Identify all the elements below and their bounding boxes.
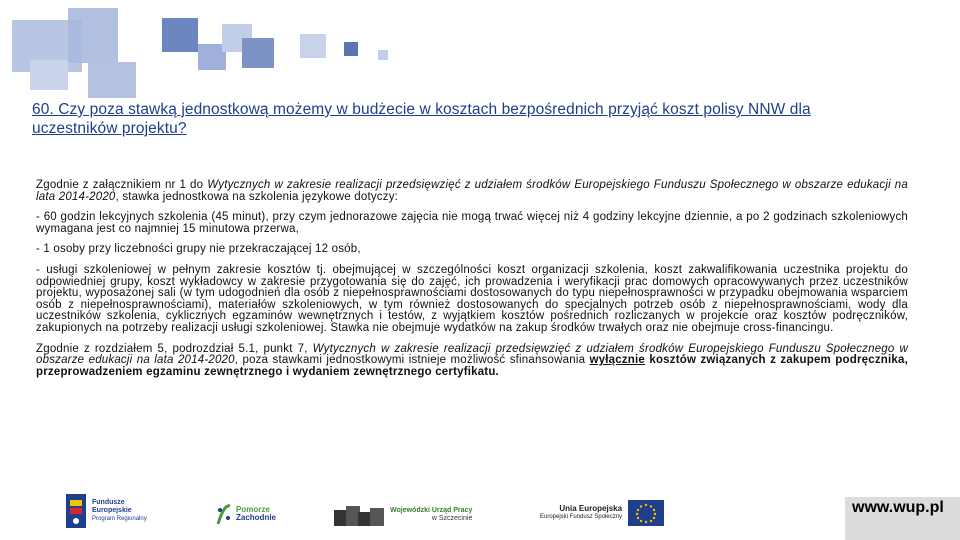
pz-line1: Pomorze xyxy=(236,505,270,514)
p5-text-b: , poza stawkami jednostkowymi istnieje możliwość sfinansowania xyxy=(234,354,590,367)
wup-blocks-icon xyxy=(334,502,384,528)
paragraph-5 xyxy=(36,344,908,379)
ue-line1: Unia Europejska xyxy=(559,504,623,513)
deco-square-3 xyxy=(30,60,68,90)
logo-pomorze-zachodnie xyxy=(214,500,276,528)
page-title: 60. Czy poza stawką jednostkową możemy w budżecie w kosztach bezpośrednich przyjąć koszt polisy NNW dla uczestników projektu? xyxy=(32,101,811,137)
p5-underline: wyłącznie xyxy=(589,354,646,367)
deco-square-11 xyxy=(378,50,388,60)
paragraph-1 xyxy=(36,180,908,203)
paragraph-4: - usługi szkoleniowej w pełnym zakresie kosztów tj. obejmującej w szczególności koszt organizacji szkolenia, koszt zakwalifikowania uczestnika projektu do odpowiedniej grupy, koszt wykładowcy w zakresie przygotowania się do zajęć, ich prowadzenia i weryfikacji prac domowych opracowywanych przez uczestników projektu, wyposażonej sali (w tym udogodnień dla osób z niepełnosprawnościami dostosowanych do typu niepełnosprawności w przypadku obejmowania wsparciem osób z niepełnosprawnościami), materiałów szkoleniowych, w tym również dostosowanych do specjalnych potrzeb osób z niepełnosprawnościami, wody dla uczestników szkolenia, cyklicznych egzaminów wewnętrznych i testów, z wyjątkiem kosztów pośrednich rozliczanych w projekcie oraz kosztów podręczników, zakupionych na potrzeby realizacji usługi szkoleniowej. Stawka nie obejmuje wydatków na zakup środków trwałych oraz nie obejmuje cross-financingu. xyxy=(36,263,908,334)
pz-line2: Zachodnie xyxy=(236,513,277,522)
fe-line3: Program Regionalny xyxy=(92,516,147,522)
paragraph-2: - 60 godzin lekcyjnych szkolenia (45 minut), przy czym jednorazowe zajęcia nie mogą trwać więcej niż 4 godziny lekcyjne dziennie, a po 2 godzinach szkoleniowych wymagana jest co najmniej 15 minutowa przerwa, xyxy=(36,211,908,235)
ue-line2: Europejski Fundusz Społeczny xyxy=(540,514,623,520)
deco-square-10 xyxy=(344,42,358,56)
website-link[interactable]: www.wup.pl xyxy=(845,497,960,540)
deco-square-2 xyxy=(68,8,118,63)
deco-square-8 xyxy=(242,38,274,68)
deco-square-4 xyxy=(88,62,136,98)
fe-line2: Europejskie xyxy=(92,507,132,514)
pz-wave-icon xyxy=(214,500,234,528)
p5-bold: kosztów związanych z zakupem podręcznika, przeprowadzeniem egzaminu zewnętrznego i wydaniem zewnętrznego certyfikatu. xyxy=(36,354,909,378)
content-body xyxy=(36,180,908,387)
fe-line1: Fundusze xyxy=(92,499,125,506)
p1-text-b: , stawka jednostkowa na szkolenia językowe dotyczy: xyxy=(115,190,399,203)
deco-square-9 xyxy=(300,34,326,58)
logo-wup xyxy=(334,502,472,528)
p5-text-a: Zgodnie z rozdziałem 5, podrozdział 5.1, punkt 7, xyxy=(36,342,313,355)
logo-unia-europejska xyxy=(540,500,664,526)
fe-star-icon xyxy=(66,494,86,528)
wup-line1: Wojewódzki Urząd Pracy xyxy=(390,507,473,514)
p1-text-a: Zgodnie z załącznikiem nr 1 do xyxy=(36,179,208,191)
logo-fundusze-europejskie xyxy=(66,494,147,528)
wup-line2: w Szczecinie xyxy=(431,515,473,522)
logo-bar xyxy=(0,490,960,540)
paragraph-3: - 1 osoby przy liczebności grupy nie przekraczającej 12 osób, xyxy=(36,243,361,256)
eu-flag-icon xyxy=(628,500,664,526)
deco-square-5 xyxy=(162,18,198,52)
p1-italic: Wytycznych w zakresie realizacji przedsięwzięć z udziałem środków Europejskiego Funduszu Społecznego w obszarze edukacji na lata 2014-2020 xyxy=(36,179,908,203)
p5-italic: Wytycznych w zakresie realizacji przedsięwzięć z udziałem środków Europejskiego Funduszu Społecznego w obszarze edukacji na lata 2014-2020 xyxy=(36,342,908,367)
